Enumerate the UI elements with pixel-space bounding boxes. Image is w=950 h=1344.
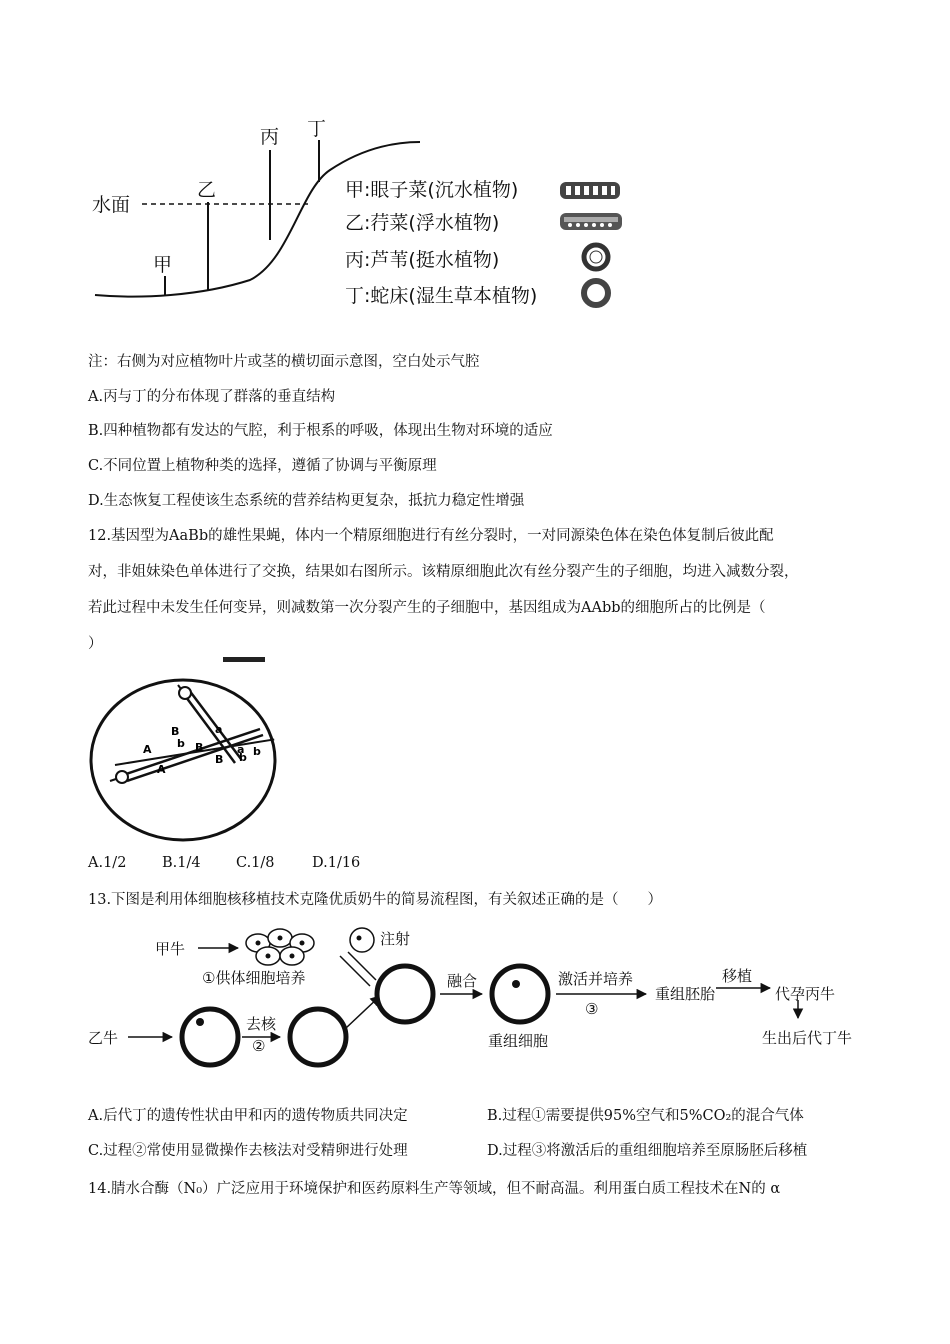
gene-label-a-top-right: a xyxy=(215,723,223,736)
gene-label-a-lower-left: A xyxy=(157,763,166,776)
step2-label: ② xyxy=(252,1037,266,1055)
gene-label-b-lower-right: b xyxy=(239,751,247,764)
q13-option-c: C.过程②常使用显微操作去核法对受精卵进行处理 xyxy=(88,1143,408,1159)
recon-embryo-label: 重组胚胎 xyxy=(655,985,716,1003)
q12-stem-line2: 对，非姐妹染色单体进行了交换，结果如右图所示。该精原细胞此次有丝分裂产生的子细胞，均进入减数分裂， xyxy=(88,564,799,580)
bing-cross-section-icon xyxy=(584,245,608,269)
enucleated-oocyte xyxy=(290,1009,346,1065)
enucleate-label: 去核 xyxy=(246,1015,277,1033)
q12-stem-line1: 12.基因型为AaBb的雄性果蝇，体内一个精原细胞进行有丝分裂时，一对同源染色体在染色体复制后彼此配 xyxy=(88,528,774,544)
legend-yi: 乙:荇菜(浮水植物) xyxy=(345,212,500,234)
surrogate-label: 代孕丙牛 xyxy=(775,985,836,1003)
ding-cross-section-icon xyxy=(584,281,608,305)
gene-label-a-right: a xyxy=(237,743,245,756)
q12-option-c: C.1/8 xyxy=(236,855,275,871)
q11-note: 注：右侧为对应植物叶片或茎的横切面示意图，空白处示气腔 xyxy=(88,354,480,370)
jia-cross-section-icon xyxy=(560,182,620,199)
cow-jia-label: 甲牛 xyxy=(155,940,186,958)
gene-label-b-center: B xyxy=(195,741,204,754)
transplant-label: 移植 xyxy=(722,967,753,985)
recon-cell-label: 重组细胞 xyxy=(488,1032,549,1050)
q12-option-d: D.1/16 xyxy=(312,855,361,871)
oocyte-with-nucleus xyxy=(182,1009,238,1065)
gene-label-b-mid: b xyxy=(177,737,185,750)
step3-label: ③ xyxy=(585,1000,599,1018)
jia-label: 甲 xyxy=(153,254,173,276)
legend-ding: 丁:蛇床(湿生草本植物) xyxy=(345,285,538,307)
cloning-flow-figure xyxy=(80,918,880,1088)
injected-cell-icon xyxy=(350,928,374,952)
inject-label: 注射 xyxy=(380,930,411,948)
q12-stem-line4: ） xyxy=(88,636,103,652)
q12-option-a: A.1/2 xyxy=(88,855,127,871)
chromosome-cell-figure xyxy=(85,655,285,845)
centromere-left xyxy=(116,771,128,783)
q11-option-c: C.不同位置上植物种类的选择，遵循了协调与平衡原理 xyxy=(88,458,437,474)
q13-stem: 13.下图是利用体细胞核移植技术克隆优质奶牛的简易流程图，有关叙述正确的是（ ） xyxy=(88,892,663,908)
donor-cells-icon xyxy=(246,929,314,965)
yi-label: 乙 xyxy=(197,179,217,201)
activate-label: 激活并培养 xyxy=(558,970,634,988)
legend-jia: 甲:眼子菜(沉水植物) xyxy=(345,179,519,201)
cell-circle xyxy=(91,680,275,840)
gene-label-b-bottom: B xyxy=(215,753,224,766)
q13-option-b: B.过程①需要提供95%空气和5%CO₂的混合气体 xyxy=(487,1108,804,1124)
offspring-label: 生出后代丁牛 xyxy=(762,1029,853,1047)
q13-option-a: A.后代丁的遗传性状由甲和丙的遗传物质共同决定 xyxy=(88,1108,408,1124)
to-fusion-arrow xyxy=(346,996,380,1028)
gene-label-b-far-right: b xyxy=(253,745,261,758)
fusion-label: 融合 xyxy=(447,972,478,990)
step1-label: ①供体细胞培养 xyxy=(202,969,306,987)
legend-bing: 丙:芦苇(挺水植物) xyxy=(345,249,500,271)
q12-option-b: B.1/4 xyxy=(162,855,201,871)
cow-yi-label: 乙牛 xyxy=(88,1029,119,1047)
ding-label: 丁 xyxy=(307,118,327,140)
bing-label: 丙 xyxy=(260,126,280,148)
injection-needle xyxy=(340,956,370,986)
oocyte-after-injection xyxy=(377,966,433,1022)
q12-stem-line3: 若此过程中未发生任何变异，则减数第一次分裂产生的子细胞中，基因组成为AAbb的细胞所占的比例是（ xyxy=(88,600,766,616)
q14-stem: 14.腈水合酶（N₀）广泛应用于环境保护和医药原料生产等领域，但不耐高温。利用蛋白质工程技术在N的 α xyxy=(88,1181,781,1197)
gene-label-b-upper: B xyxy=(171,725,180,738)
gene-label-a-upper-left: A xyxy=(143,743,152,756)
q11-option-a: A.丙与丁的分布体现了群落的垂直结构 xyxy=(88,389,336,405)
reconstructed-cell xyxy=(492,966,548,1022)
water-surface-label: 水面 xyxy=(92,194,131,216)
q11-option-b: B.四种植物都有发达的气腔，利于根系的呼吸，体现出生物对环境的适应 xyxy=(88,423,553,439)
q11-option-d: D.生态恢复工程使该生态系统的营养结构更复杂，抵抗力稳定性增强 xyxy=(88,493,525,509)
yi-cross-section-icon xyxy=(560,213,622,230)
q13-option-d: D.过程③将激活后的重组细胞培养至原肠胚后移植 xyxy=(487,1143,808,1159)
